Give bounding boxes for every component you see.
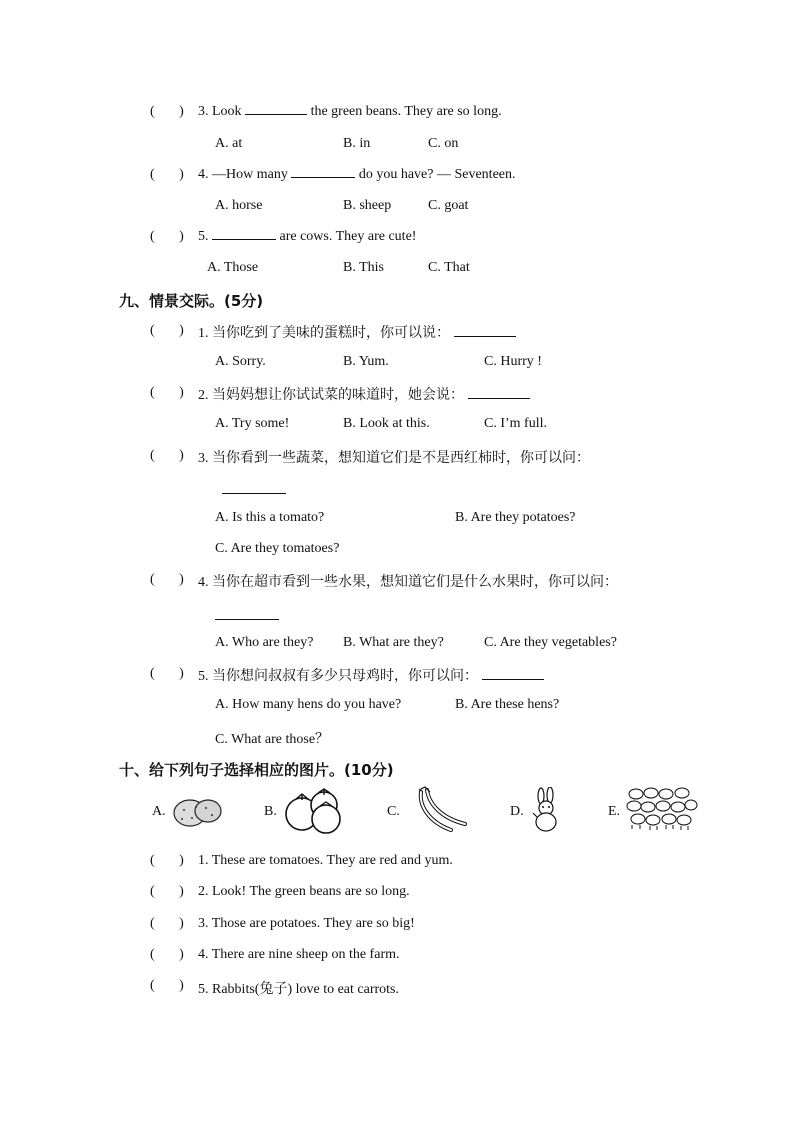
question-text-pre: Look [212, 104, 242, 119]
option-b: B. Are they potatoes? [455, 510, 576, 525]
question-text-post: do you have? — Seventeen. [358, 167, 516, 182]
question-number: 2. [198, 388, 209, 403]
sentence-10-4: 4. There are nine sheep on the farm. [198, 947, 400, 962]
question-number: 5. [198, 669, 209, 684]
option-b: B. Are these hens? [455, 697, 560, 712]
question-text-post: the green beans. They are so long. [310, 104, 502, 119]
option-c: C. I’m full. [484, 416, 547, 431]
option-a: A. Sorry. [215, 354, 266, 369]
option-b: B. This [343, 260, 384, 275]
answer-paren-9-3[interactable]: ( ) [150, 448, 184, 463]
picture-label-b: B. [264, 804, 277, 819]
answer-blank[interactable] [215, 604, 279, 620]
answer-paren-10-2[interactable]: ( ) [150, 884, 184, 899]
option-a: A. Is this a tomato? [215, 510, 325, 525]
question-9-4 [198, 571, 618, 591]
question-text: 当你想问叔叔有多少只母鸡时，你可以问： [212, 668, 478, 684]
question-9-5 [198, 665, 544, 685]
question-number: 3. [198, 451, 209, 466]
answer-paren-10-5[interactable]: ( ) [150, 978, 184, 993]
answer-paren-8-5[interactable]: ( ) [150, 229, 184, 244]
answer-blank[interactable] [468, 398, 530, 399]
answer-paren-10-1[interactable]: ( ) [150, 853, 184, 868]
section-9-heading: 九、情景交际。(5分) [119, 292, 264, 310]
question-number: 5. [198, 229, 209, 244]
question-text: 当你吃到了美味的蛋糕时，你可以说： [212, 325, 450, 341]
sentence-10-5: 5. Rabbits(兔子) love to eat carrots. [198, 982, 400, 997]
answer-paren-10-4[interactable]: ( ) [150, 947, 184, 962]
option-c: C. Hurry ! [484, 354, 542, 369]
answer-paren-9-5[interactable]: ( ) [150, 666, 184, 681]
option-c: C. goat [428, 198, 469, 213]
section-10-heading: 十、给下列句子选择相应的图片。(10分) [119, 761, 394, 779]
option-b: B. What are they? [343, 635, 444, 650]
picture-label-d: D. [510, 804, 524, 819]
sentence-10-2: 2. Look! The green beans are so long. [198, 884, 410, 899]
option-a: A. How many hens do you have? [215, 697, 402, 712]
option-b: B. Yum. [343, 354, 389, 369]
option-c: C. Are they vegetables? [484, 635, 617, 650]
answer-blank[interactable] [454, 336, 516, 337]
tomatoes-icon [282, 788, 348, 834]
answer-blank[interactable] [482, 679, 544, 680]
question-8-4 [198, 167, 516, 183]
question-8-5 [198, 229, 416, 245]
answer-paren-9-4[interactable]: ( ) [150, 572, 184, 587]
answer-blank[interactable] [222, 478, 286, 494]
picture-label-a: A. [152, 804, 166, 819]
question-number: 3. [198, 104, 209, 119]
question-number: 1. [198, 326, 209, 341]
answer-paren-9-1[interactable]: ( ) [150, 323, 184, 338]
answer-paren-10-3[interactable]: ( ) [150, 916, 184, 931]
question-text: 当妈妈想让你试试菜的味道时，她会说： [212, 387, 464, 403]
answer-blank[interactable] [212, 239, 276, 240]
question-number: 4. [198, 575, 209, 590]
question-9-2 [198, 384, 530, 404]
question-text-post: are cows. They are cute! [279, 229, 417, 244]
picture-label-e: E. [608, 804, 621, 819]
question-8-3 [198, 104, 502, 120]
option-c: C. on [428, 136, 459, 151]
potatoes-icon [170, 792, 224, 830]
option-b: B. Look at this. [343, 416, 430, 431]
question-number: 4. [198, 167, 209, 182]
rabbit-icon [529, 787, 563, 833]
option-b: B. sheep [343, 198, 392, 213]
option-a: A. horse [215, 198, 263, 213]
option-a: A. Those [207, 260, 259, 275]
sentence-10-1: 1. These are tomatoes. They are red and yum. [198, 853, 453, 868]
question-9-3 [198, 447, 590, 467]
answer-paren-8-4[interactable]: ( ) [150, 167, 184, 182]
option-a: A. Try some! [215, 416, 290, 431]
answer-blank[interactable] [291, 177, 355, 178]
question-text-pre: —How many [212, 167, 288, 182]
question-text: 当你看到一些蔬菜，想知道它们是不是西红柿时，你可以问： [212, 450, 590, 466]
question-text: 当你在超市看到一些水果，想知道它们是什么水果时，你可以问： [212, 574, 618, 590]
option-c: C. What are those？ [215, 732, 330, 747]
option-c: C. Are they tomatoes? [215, 541, 340, 556]
picture-label-c: C. [387, 804, 400, 819]
option-a: A. at [215, 136, 243, 151]
option-a: A. Who are they? [215, 635, 314, 650]
answer-blank[interactable] [245, 114, 307, 115]
sheep-flock-icon [626, 785, 698, 835]
answer-paren-9-2[interactable]: ( ) [150, 385, 184, 400]
option-c: C. That [428, 260, 470, 275]
green-beans-icon [405, 786, 467, 834]
option-b: B. in [343, 136, 371, 151]
question-9-1 [198, 322, 516, 342]
answer-paren-8-3[interactable]: ( ) [150, 104, 184, 119]
sentence-10-3: 3. Those are potatoes. They are so big! [198, 916, 415, 931]
